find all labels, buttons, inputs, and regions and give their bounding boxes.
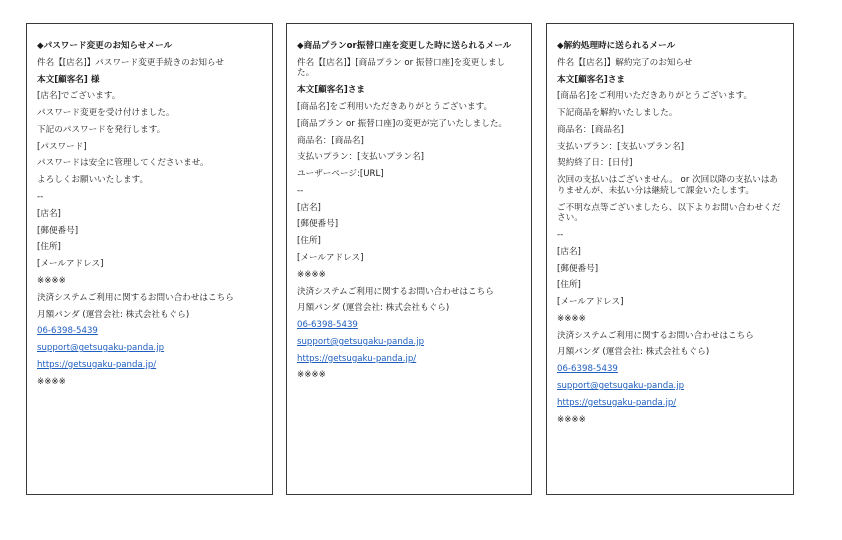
- email-line: パスワード変更を受け付けました。: [37, 108, 175, 119]
- email-line: ※※※※: [297, 269, 326, 280]
- email-line: 契約終了日：[日付]: [557, 158, 633, 169]
- email-line: [郵便番号]: [557, 263, 599, 274]
- website-link[interactable]: https://getsugaku-panda.jp/: [37, 359, 157, 370]
- email-line: [商品名]をご利用いただきありがとうございます。: [297, 101, 493, 112]
- email-line: ※※※※: [37, 376, 66, 387]
- email-line: よろしくお願いいたします。: [37, 175, 149, 186]
- email-line: [商品名]をご利用いただきありがとうございます。: [557, 91, 753, 102]
- email-address-link[interactable]: support@getsugaku-panda.jp: [297, 336, 425, 347]
- email-line: 本文[顧客名] 様: [37, 74, 100, 85]
- email-line: ※※※※: [557, 414, 586, 425]
- email-line: ※※※※: [37, 275, 66, 286]
- email-line: ※※※※: [557, 313, 586, 324]
- email-line: ご不明な点等ございましたら、以下よりお問い合わせください。: [557, 202, 781, 224]
- email-line: [住所]: [297, 236, 321, 247]
- email-line: --: [37, 192, 44, 203]
- email-line: 次回の支払いはございません。 or 次回以降の支払いはありませんが、未払い分は継続して課金いたします。: [557, 175, 779, 196]
- email-line: パスワードは安全に管理してくださいませ。: [37, 158, 209, 169]
- email-line: ユーザーページ:[URL]: [297, 169, 384, 180]
- email-line: 本文[顧客名]さま: [557, 74, 626, 85]
- email-line: 下記のパスワードを発行します。: [37, 124, 166, 135]
- email-heading: ◆解約処理時に送られるメール: [557, 41, 676, 51]
- password-change-email-card: [26, 23, 273, 495]
- email-line: [メールアドレス]: [297, 252, 364, 263]
- email-address-link[interactable]: support@getsugaku-panda.jp: [37, 343, 165, 354]
- email-line: 月額パンダ (運営会社: 株式会社もぐら): [557, 347, 710, 358]
- email-line: 件名【[店名]】解約完了のお知らせ: [557, 57, 693, 68]
- website-link[interactable]: https://getsugaku-panda.jp/: [557, 397, 677, 408]
- website-link[interactable]: https://getsugaku-panda.jp/: [297, 353, 417, 364]
- cancellation-email-card: [546, 23, 794, 495]
- email-line: [店名]: [297, 202, 321, 213]
- plan-change-email-card: [286, 23, 532, 495]
- email-heading: ◆パスワード変更のお知らせメール: [37, 41, 173, 51]
- email-line: [店名]: [37, 208, 61, 219]
- email-line: 決済システムご利用に関するお問い合わせはこちら: [297, 286, 494, 297]
- email-line: 件名【[店名]】[商品プラン or 振替口座]を変更しました。: [297, 57, 506, 79]
- email-line: ※※※※: [297, 370, 326, 381]
- email-line: [郵便番号]: [297, 219, 339, 230]
- email-line: 商品名：[商品名]: [557, 124, 624, 135]
- email-line: 支払いプラン：[支払いプラン名]: [297, 152, 425, 163]
- email-line: [郵便番号]: [37, 225, 79, 236]
- email-line: 本文[顧客名]さま: [297, 85, 366, 96]
- email-line: 月額パンダ (運営会社: 株式会社もぐら): [297, 303, 450, 314]
- email-line: [商品プラン or 振替口座]の変更が完了いたしました。: [297, 118, 508, 129]
- email-line: 決済システムご利用に関するお問い合わせはこちら: [37, 292, 234, 303]
- email-line: [メールアドレス]: [557, 297, 624, 308]
- email-line: [メールアドレス]: [37, 259, 104, 270]
- phone-link[interactable]: 06-6398-5439: [297, 320, 358, 331]
- email-line: [店名]: [557, 246, 581, 257]
- email-line: [住所]: [37, 242, 61, 253]
- email-line: --: [557, 230, 564, 240]
- phone-link[interactable]: 06-6398-5439: [557, 364, 618, 375]
- email-address-link[interactable]: support@getsugaku-panda.jp: [557, 381, 685, 392]
- email-line: [店名]でございます。: [37, 91, 121, 102]
- email-line: [住所]: [557, 280, 581, 291]
- email-line: 件名【[店名]】パスワード変更手続きのお知らせ: [37, 57, 224, 68]
- email-line: 支払いプラン：[支払いプラン名]: [557, 141, 685, 152]
- email-line: --: [297, 185, 304, 196]
- email-line: [パスワード]: [37, 141, 87, 152]
- email-line: 月額パンダ (運営会社: 株式会社もぐら): [37, 309, 190, 320]
- email-heading: ◆商品プランor振替口座を変更した時に送られるメール: [297, 41, 512, 51]
- phone-link[interactable]: 06-6398-5439: [37, 326, 98, 337]
- email-line: 商品名：[商品名]: [297, 135, 364, 146]
- email-line: 下記商品を解約いたしました。: [557, 108, 678, 119]
- email-line: 決済システムご利用に関するお問い合わせはこちら: [557, 330, 754, 341]
